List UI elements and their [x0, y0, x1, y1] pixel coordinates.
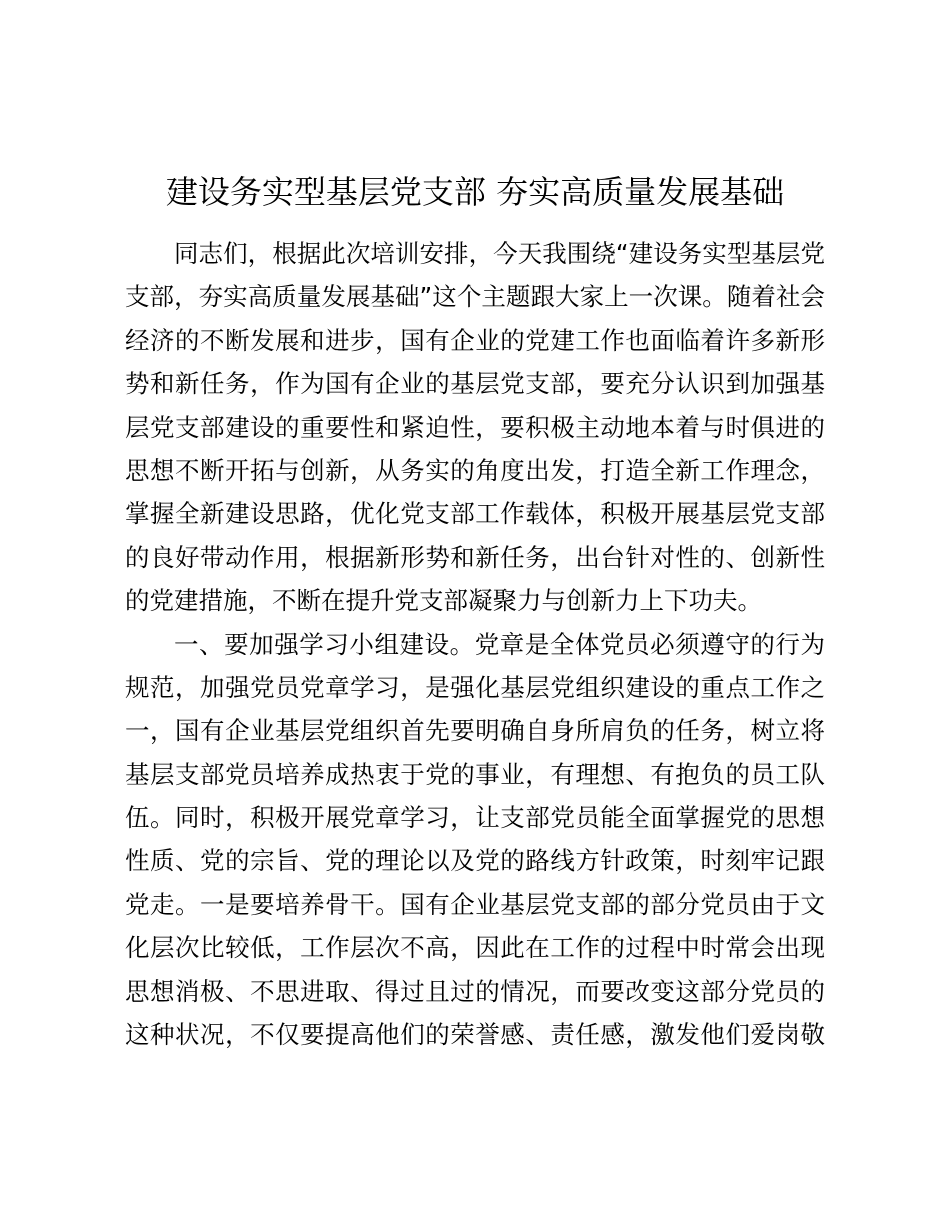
paragraph-2-line: 化层次比较低，工作层次不高，因此在工作的过程中时常会出现 — [125, 933, 825, 963]
paragraph-2-line: 一、要加强学习小组建设。党章是全体党员必须遵守的行为 — [174, 629, 825, 659]
paragraph-2-line: 这种状况，不仅要提高他们的荣誉感、责任感，激发他们爱岗敬 — [125, 1020, 825, 1050]
document-body — [125, 232, 825, 1056]
paragraph-1-line: 经济的不断发展和进步，国有企业的党建工作也面临着许多新形 — [125, 325, 825, 355]
paragraph-1-line: 势和新任务，作为国有企业的基层党支部，要充分认识到加强基 — [125, 369, 825, 399]
paragraph-2-line: 伍。同时，积极开展党章学习，让支部党员能全面掌握党的思想 — [125, 803, 825, 833]
paragraph-1-line: 层党支部建设的重要性和紧迫性，要积极主动地本着与时俱进的 — [125, 412, 825, 442]
paragraph-1-line: 支部，夯实高质量发展基础”这个主题跟大家上一次课。随着社会 — [125, 282, 825, 312]
paragraph-1-line: 同志们，根据此次培训安排，今天我围绕“建设务实型基层党 — [174, 239, 825, 268]
paragraph-2-line: 基层支部党员培养成热衷于党的事业，有理想、有抱负的员工队 — [125, 759, 825, 789]
paragraph-1-line: 思想不断开拓与创新，从务实的角度出发，打造全新工作理念， — [125, 455, 825, 485]
paragraph-1-line: 的党建措施，不断在提升党支部凝聚力与创新力上下功夫。 — [125, 586, 762, 616]
paragraph-2-line: 一，国有企业基层党组织首先要明确自身所肩负的任务，树立将 — [125, 716, 825, 746]
paragraph-2-line: 规范，加强党员党章学习，是强化基层党组织建设的重点工作之 — [125, 672, 825, 702]
paragraph-1-line: 的良好带动作用，根据新形势和新任务，出台针对性的、创新性 — [125, 542, 825, 572]
document-title: 建设务实型基层党支部 夯实高质量发展基础 — [165, 173, 785, 211]
paragraph-1-line: 掌握全新建设思路，优化党支部工作载体，积极开展基层党支部 — [125, 499, 825, 529]
paragraph-2-line: 性质、党的宗旨、党的理论以及党的路线方针政策，时刻牢记跟 — [125, 846, 825, 876]
paragraph-2-line: 思想消极、不思进取、得过且过的情况，而要改变这部分党员的 — [125, 976, 825, 1006]
paragraph-2-line: 党走。一是要培养骨干。国有企业基层党支部的部分党员由于文 — [125, 889, 825, 919]
